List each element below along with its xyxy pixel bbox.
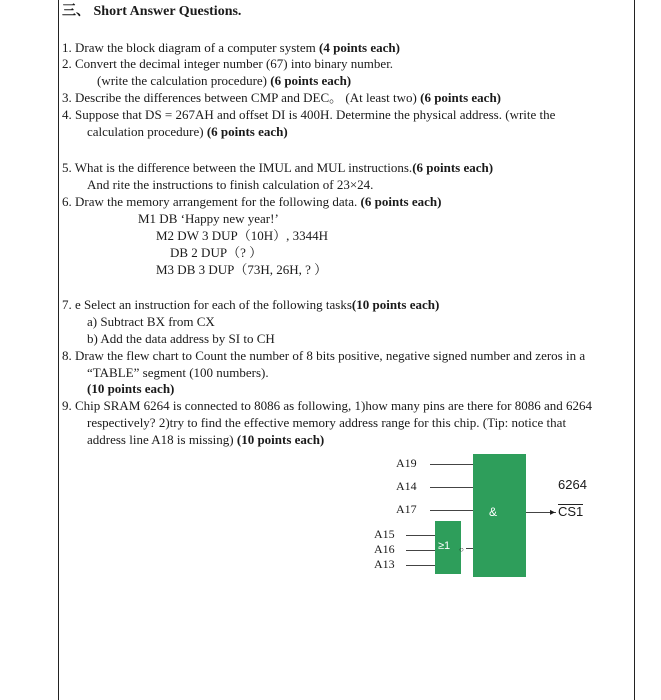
question-5	[62, 160, 493, 175]
question-4-points: (6 points each)	[206, 124, 288, 139]
question-9-cont2	[87, 432, 324, 447]
label-a16: A16	[374, 542, 395, 556]
label-a17: A17	[396, 502, 417, 516]
question-7	[62, 297, 439, 312]
question-1-text: 1. Draw the block diagram of a computer system	[62, 40, 316, 55]
code-line-2: M2 DW 3 DUP（10H）, 3344H	[156, 228, 329, 243]
question-6-points: (6 points each)	[360, 194, 442, 209]
question-9-points: (10 points each)	[236, 432, 325, 447]
or-symbol: ≥1	[438, 540, 451, 552]
chip-select-label: CS1	[558, 504, 584, 519]
wire-a15	[406, 535, 435, 536]
question-5-sub: And rite the instructions to finish calculation of 23×24.	[87, 177, 374, 192]
question-2-points: (6 points each)	[270, 73, 352, 88]
question-5-text: 5. What is the difference between the IMUL and MUL instructions.	[62, 160, 413, 175]
and-gate	[473, 454, 526, 577]
label-a13: A13	[374, 557, 395, 571]
inverter-bubble-icon: ○	[459, 545, 464, 554]
wire-or-to-and	[466, 548, 473, 549]
question-6	[62, 194, 441, 209]
question-4-cont	[87, 124, 288, 139]
chip-label: 6264	[558, 477, 587, 492]
question-5-points: (6 points each)	[412, 160, 494, 175]
question-8: 8. Draw the flew chart to Count the number of 8 bits positive, negative signed number and zeros in a	[62, 348, 586, 363]
code-line-3: DB 2 DUP（? ）	[170, 245, 263, 260]
output-arrow-icon: ▸	[550, 507, 556, 518]
question-7-b: b) Add the data address by SI to CH	[87, 331, 275, 346]
wire-a14	[430, 487, 473, 488]
question-7-text: 7. e Select an instruction for each of the following tasks	[62, 297, 352, 312]
code-line-4: M3 DB 3 DUP（73H, 26H, ? ）	[156, 262, 328, 277]
and-symbol: &	[489, 505, 498, 519]
question-1-points: (4 points each)	[319, 40, 400, 55]
question-3-text: 3. Describe the differences between CMP and DEC。 (At least two)	[62, 90, 417, 105]
question-6-text: 6. Draw the memory arrangement for the following data.	[62, 194, 358, 209]
question-9-cont2-text: address line A18 is missing)	[87, 432, 234, 447]
question-2-sub	[97, 73, 351, 88]
wire-a13	[406, 565, 435, 566]
label-a14: A14	[396, 479, 417, 493]
section-title: 三、 Short Answer Questions.	[62, 4, 242, 19]
question-4-cont-text: calculation procedure)	[87, 124, 204, 139]
question-8-cont: “TABLE” segment (100 numbers).	[87, 365, 269, 380]
question-9-cont1: respectively? 2)try to find the effective memory address range for this chip. (Tip: notice that	[87, 415, 567, 430]
wire-a19	[430, 464, 473, 465]
question-2-sub-text: (write the calculation procedure)	[97, 73, 267, 88]
question-9: 9. Chip SRAM 6264 is connected to 8086 as following, 1)how many pins are there for 8086 and 6264	[62, 398, 593, 413]
question-1	[62, 40, 400, 55]
wire-a16	[406, 550, 435, 551]
label-a15: A15	[374, 527, 395, 541]
wire-a17	[430, 510, 473, 511]
question-3	[62, 90, 501, 105]
question-3-points: (6 points each)	[420, 90, 502, 105]
code-line-1: M1 DB ‘Happy new year!’	[138, 211, 279, 226]
question-8-points: (10 points each)	[87, 381, 175, 396]
question-4: 4. Suppose that DS = 267AH and offset DI is 400H. Determine the physical address. (write the	[62, 107, 556, 122]
question-7-points: (10 points each)	[351, 297, 440, 312]
label-a19: A19	[396, 456, 417, 470]
question-2: 2. Convert the decimal integer number (67) into binary number.	[62, 56, 394, 71]
question-7-a: a) Subtract BX from CX	[87, 314, 215, 329]
